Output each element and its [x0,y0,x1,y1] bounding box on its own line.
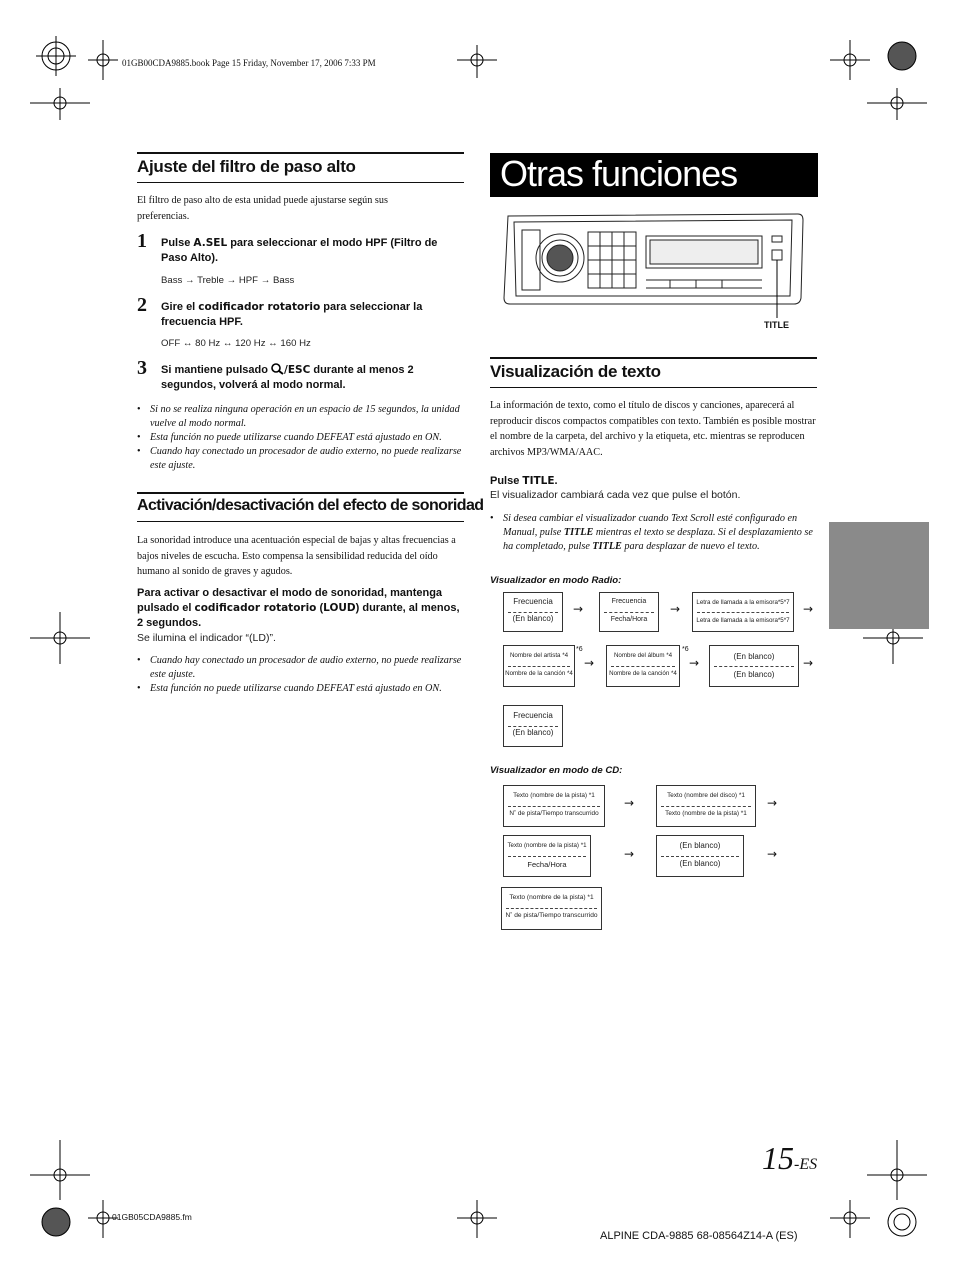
bullet-icon: • [137,446,141,457]
display-box [501,887,602,930]
footer-file: 01GB05CDA9885.fm [112,1212,192,1222]
display-line-2: Letra de llamada a la emisora*5*7 [696,617,790,624]
diagram-caption: Visualizador en modo Radio: [490,575,622,586]
display-line-2: Fecha/Hora [610,616,648,623]
display-line-1: Texto (nombre del disco) *1 [667,792,745,799]
display-line-1: Frecuencia [513,597,553,606]
paragraph: La información de texto, como el título de discos y canciones, aparecerá al reproducir discos compactos compatibles con texto. También es posible mostrar el nombre de la carpeta, del archivo y la etiqueta, etc. mientras se reproducen archivos MP3/WMA/AAC. [490,400,816,458]
section-title: Activación/desactivación del efecto de sonoridad [137,497,484,514]
display-box [503,592,563,632]
step-text-pre: Si mantiene pulsado [161,364,272,376]
chapter-title: Otras funciones [500,153,738,194]
side-tab [829,522,929,629]
bullet-icon: • [490,513,494,524]
page-lang: -ES [794,1156,818,1173]
search-icon [271,363,284,375]
arrow-icon: → [584,656,595,670]
instruction [137,586,465,631]
note-item [137,654,467,682]
step-number: 1 [137,230,147,252]
step-number: 2 [137,294,147,316]
display-line-1: Nombre del artista *4 [509,652,569,659]
display-line-2: (En blanco) [512,728,554,737]
notes-list [137,403,467,473]
button-name: TITLE [522,475,555,487]
display-line-1: Frecuencia [513,711,553,720]
display-box [599,592,659,632]
footnote-mark: *6 [576,646,583,653]
rule [137,182,464,183]
display-line-2: (En blanco) [512,614,554,623]
page-number [762,1140,817,1177]
display-line-2: N˚ de pista/Tiempo transcurrido [505,912,598,919]
display-box [606,645,680,687]
arrow-icon: → [767,796,778,810]
instruction-pre: Para activar o desactivar el modo de sonoridad, mantenga pulsado el [137,587,443,614]
step-text [161,236,461,266]
rule [137,152,464,154]
step-text [161,363,461,393]
note-item [490,512,818,554]
arrow-icon: → [803,602,814,616]
step-text [161,300,461,330]
page-number-value: 15 [762,1140,794,1176]
display-line-1: Nombre del álbum *4 [613,652,673,659]
step-number: 3 [137,357,147,379]
button-name: TITLE [592,541,622,552]
button-name: /ESC [284,364,311,376]
instruction-result: El visualizador cambiará cada vez que pulse el botón. [490,489,741,501]
note-text: Cuando hay conectado un procesador de audio externo, no puede realizarse este ajuste. [150,655,462,680]
display-box [503,835,591,877]
diagram-caption: Visualizador en modo de CD: [490,765,623,776]
callout-label: TITLE [764,320,789,330]
rule [137,492,464,494]
display-line-1: Texto (nombre de la pista) *1 [513,792,595,799]
display-box [656,785,756,827]
display-line-1: (En blanco) [733,652,775,661]
note-item [137,445,467,473]
note-text: Esta función no puede utilizarse cuando DEFEAT está ajustado en ON. [150,432,442,443]
rule [137,521,464,522]
section-title: Visualización de texto [490,362,661,381]
display-box [503,645,575,687]
button-name: A.SEL [193,237,228,249]
instruction-result: Se ilumina el indicador “(LD)”. [137,632,276,644]
note-item [137,431,467,445]
bullet-icon: • [137,655,141,666]
step-text-pre: Gire el [161,301,199,313]
paragraph: El filtro de paso alto de esta unidad puede ajustarse según sus preferencias. [137,195,388,222]
display-line-2: Fecha/Hora [527,860,567,869]
step-text-post: para seleccionar la frecuencia HPF. [161,301,423,328]
notes-list [137,654,467,696]
bullet-icon: • [137,683,141,694]
footnote-mark: *6 [682,646,689,653]
arrow-icon: → [624,847,635,861]
note-text: Cuando hay conectado un procesador de audio externo, no puede realizarse este ajuste. [150,446,462,471]
note-text: Si desea cambiar el visualizador cuando Text Scroll esté configurado en Manual, pulse [503,513,798,538]
display-line-2: (En blanco) [733,670,775,679]
arrow-icon: → [767,847,778,861]
arrow-icon: → [573,602,584,616]
display-box [503,785,605,827]
button-name: LOUD [323,602,356,614]
note-text: mientras el texto se desplaza. Si el desplazamiento se ha completado, pulse [503,527,813,552]
note-text: Esta función no puede utilizarse cuando DEFEAT está ajustado en ON. [150,683,442,694]
head-unit-illustration [500,210,810,330]
display-line-2: N˚ de pista/Tiempo transcurrido [509,810,599,817]
instruction-pre: Pulse [490,475,523,487]
step-text-pre: Pulse [161,237,194,249]
arrow-icon: → [670,602,681,616]
step-sequence: OFF ↔ 80 Hz ↔ 120 Hz ↔ 160 Hz [161,338,311,349]
note-text: para desplazar de nuevo el texto. [621,541,760,552]
display-line-1: Frecuencia [611,598,647,605]
note-item [137,403,467,431]
display-line-1: Texto (nombre de la pista) *1 [507,842,587,849]
control-name: codificador rotatorio [194,602,317,614]
step-sequence: Bass → Treble → HPF → Bass [161,275,295,286]
step-text-post: durante al menos 2 segundos, volverá al modo normal. [161,364,414,391]
step-text-post: para seleccionar el modo HPF (Filtro de Paso Alto). [161,237,438,264]
display-line-2: Nombre de la canción *4 [609,670,677,677]
bullet-icon: • [137,432,141,443]
note-text: Si no se realiza ninguna operación en un espacio de 15 segundos, la unidad vuelve al modo normal. [150,404,460,429]
control-name: codificador rotatorio [198,301,321,313]
display-line-2: Texto (nombre de la pista) *1 [665,810,747,817]
instruction [490,475,558,487]
arrow-icon: → [624,796,635,810]
instruction-post: ) durante, al menos, 2 segundos. [137,602,460,629]
file-header: 01GB00CDA9885.book Page 15 Friday, November 17, 2006 7:33 PM [122,58,376,68]
section-title: Ajuste del filtro de paso alto [137,157,356,176]
display-line-2: Nombre de la canción *4 [505,670,573,677]
display-line-2: (En blanco) [679,859,721,868]
rule [490,387,817,388]
paragraph: La sonoridad introduce una acentuación especial de bajas y altas frecuencias a bajos niveles de escucha. Esto compensa la sensibilidad reducida del oído humano al sonido de graves y agudos. [137,535,456,577]
display-line-1: Texto (nombre de la pista) *1 [509,894,594,901]
display-box [692,592,794,632]
chapter-title-bar [490,153,818,197]
display-line-1: Letra de llamada a la emisora*5*7 [696,599,790,606]
instruction-post: . [554,475,558,487]
rule [490,357,817,359]
display-box [709,645,799,687]
arrow-icon: → [689,656,700,670]
note-item [137,682,467,696]
button-name: TITLE [563,527,594,538]
instruction-mid: ( [316,602,324,614]
display-line-1: (En blanco) [679,841,721,850]
arrow-icon: → [803,656,814,670]
bullet-icon: • [137,404,141,415]
footer-model: ALPINE CDA-9885 68-08564Z14-A (ES) [600,1230,798,1242]
display-box [503,705,563,747]
display-box [656,835,744,877]
